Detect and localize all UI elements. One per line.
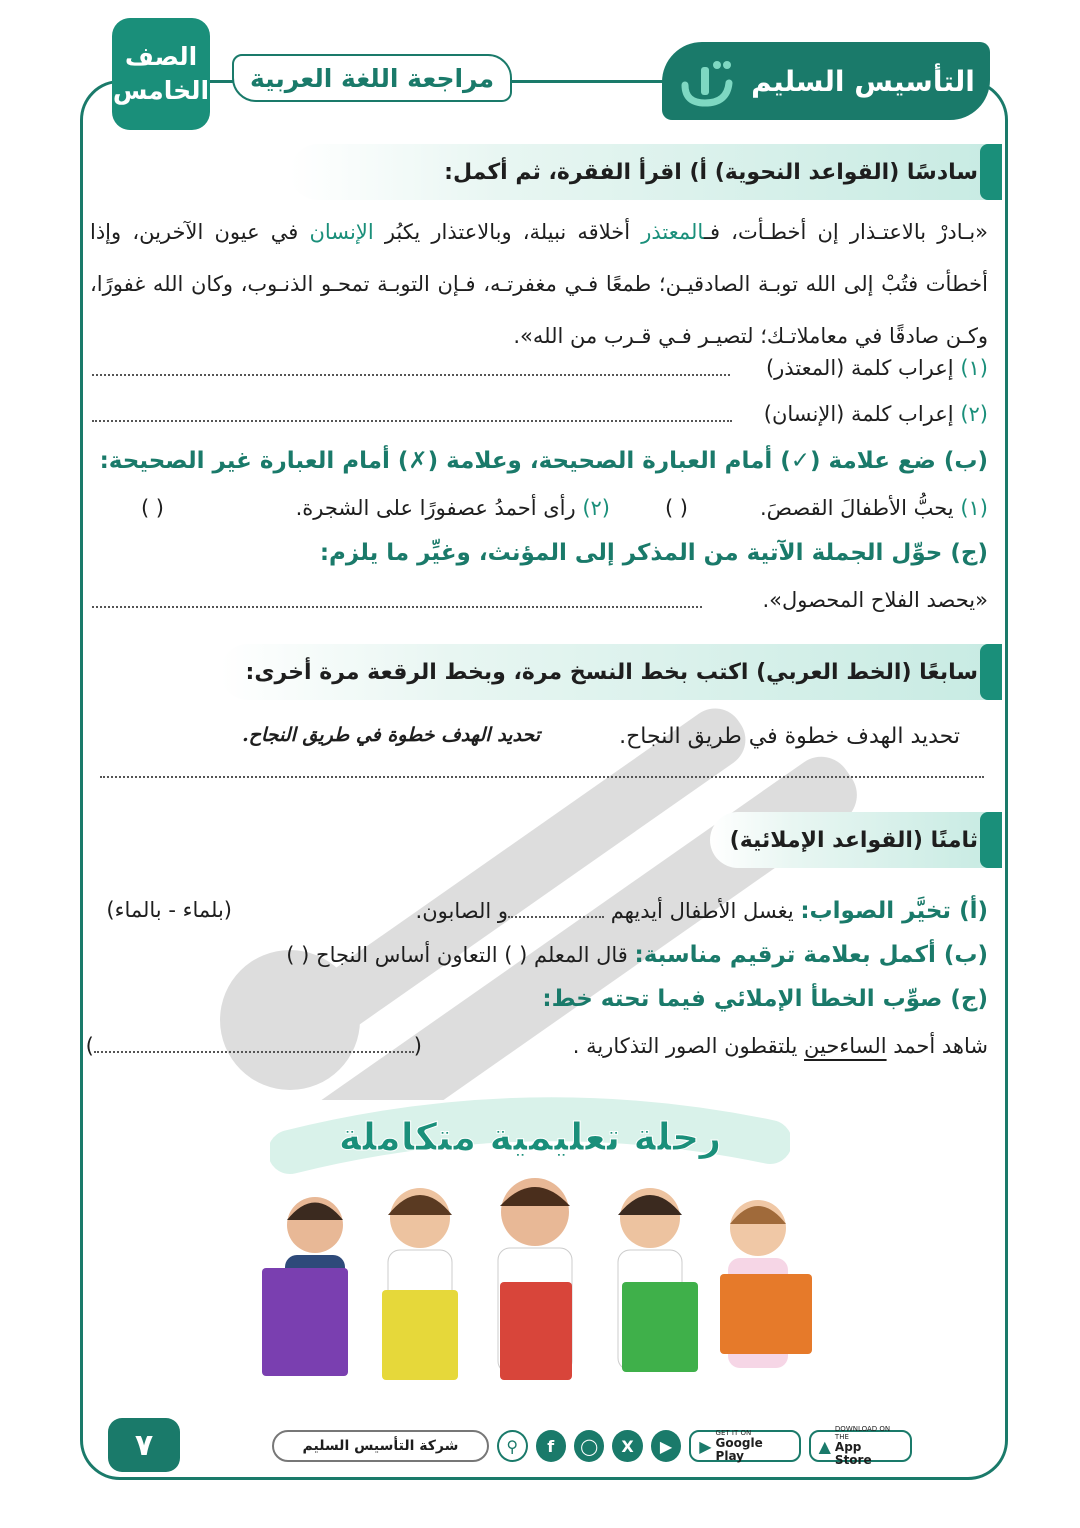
youtube-icon[interactable]: ▶ <box>651 1430 681 1462</box>
choose-item <box>416 898 988 924</box>
q2-number: (٢) <box>960 402 988 426</box>
paragraph-part: في عيون الآخرين، وإذا أخطأت فتُبْ إلى الله توبـة الصادقيـن؛ طمعًا فـي مغفرتـه، فـإن التوبـة تمحـو الذنـوب، وكان الله غفورًا، وكـن صادقًا في معاملاتـك؛ لتصيـر فـي قـرب من الله». <box>90 220 988 348</box>
reading-paragraph <box>90 206 988 362</box>
brand-logo <box>662 42 990 120</box>
tf2-number: (٢) <box>582 496 610 520</box>
spelling-wrong-word: الساءحين <box>804 1034 887 1058</box>
question-1 <box>766 356 988 380</box>
paragraph-part: أخلاقه نبيلة، وبالاعتذار يكبُر <box>373 220 642 244</box>
tf-answer-2[interactable]: ( ) <box>140 496 164 520</box>
grade-tab <box>112 18 210 130</box>
section6-title: سادسًا (القواعد النحوية) أ) اقرأ الفقرة، ثم أكمل: <box>444 159 978 185</box>
answer-line-convert[interactable] <box>92 606 702 608</box>
child-5 <box>720 1200 812 1368</box>
students-illustration <box>250 1170 820 1380</box>
grade-line2: الخامس <box>112 76 210 105</box>
footer-bar <box>272 1426 912 1466</box>
section8-title-bar <box>710 812 990 868</box>
subject-title: مراجعة اللغة العربية <box>232 54 512 102</box>
google-play-icon: ▶ <box>699 1436 712 1456</box>
banner-text: رحلة تعليمية متكاملة <box>338 1115 722 1159</box>
tf1-number: (١) <box>960 496 988 520</box>
punctuation-item <box>286 942 988 968</box>
section7-title: سابعًا (الخط العربي) اكتب بخط النسخ مرة، وبخط الرقعة مرة أخرى: <box>245 659 978 685</box>
spelling-post: يلتقطون الصور التذكارية . <box>572 1034 805 1058</box>
gp-label: Google Play <box>715 1436 763 1463</box>
gp-small: GET IT ON <box>715 1429 752 1437</box>
naskh-sample: تحديد الهدف خطوة في طريق النجاح. <box>619 724 960 749</box>
highlight-word-1: المعتذر <box>641 220 704 244</box>
as-label: App Store <box>834 1440 872 1467</box>
answer-line-q1[interactable] <box>92 374 730 376</box>
highlight-word-2: الإنسان <box>309 220 374 244</box>
answer-line-q2[interactable] <box>92 420 732 422</box>
child-3 <box>498 1178 572 1380</box>
section6-title-bar <box>290 144 990 200</box>
google-play-badge[interactable] <box>689 1430 800 1462</box>
x-icon[interactable]: X <box>612 1430 642 1462</box>
spelling-answer[interactable] <box>86 1034 422 1058</box>
grade-line1: الصف <box>124 42 198 71</box>
spelling-head: (ج) صوِّب الخطأ الإملائي فيما تحته خط: <box>542 986 988 1012</box>
tf-answer-1[interactable]: ( ) <box>664 496 688 520</box>
app-store-badge[interactable] <box>809 1425 912 1467</box>
spelling-blank[interactable] <box>94 1035 414 1053</box>
app-store-icon: ▲ <box>818 1436 831 1456</box>
choose-blank[interactable] <box>508 900 604 918</box>
as-small: DOWNLOAD ON THE <box>834 1425 891 1441</box>
tf-item-1 <box>760 496 988 520</box>
choose-options: (بلماء - بالماء) <box>106 898 232 922</box>
q1-text: إعراب كلمة (المعتذر) <box>765 356 954 380</box>
section6-c-head: (ج) حوِّل الجملة الآتية من المذكر إلى المؤنث، وغيِّر ما يلزم: <box>319 540 988 566</box>
brand-name: التأسيس السليم <box>751 64 975 98</box>
choose-head: (أ) تخيَّر الصواب: <box>800 898 988 924</box>
brand-mark-icon <box>677 55 741 107</box>
company-name[interactable]: شركة التأسيس السليم <box>272 1430 489 1462</box>
q1-number: (١) <box>960 356 988 380</box>
ruqaa-sample: تحديد الهدف خطوة في طريق النجاح. <box>242 724 540 746</box>
question-2 <box>764 402 988 426</box>
instagram-icon[interactable]: ◯ <box>574 1430 604 1462</box>
tf-item-2 <box>296 496 610 520</box>
punctuation-head: (ب) أكمل بعلامة ترقيم مناسبة: <box>634 942 988 968</box>
banner-title <box>270 1082 790 1182</box>
page-number: ٧ <box>108 1418 180 1472</box>
convert-sentence: «يحصد الفلاح المحصول». <box>762 588 988 612</box>
tf1-text: يحبُّ الأطفالَ القصصَ. <box>759 496 954 520</box>
spelling-pre: شاهد أحمد <box>886 1034 988 1058</box>
child-4 <box>618 1188 698 1372</box>
facebook-icon[interactable]: f <box>536 1430 566 1462</box>
section7-title-bar <box>220 644 990 700</box>
q2-text: إعراب كلمة (الإنسان) <box>763 402 954 426</box>
spelling-sentence <box>573 1034 988 1058</box>
tf2-text: رأى أحمدُ عصفورًا على الشجرة. <box>295 496 576 520</box>
punctuation-text[interactable]: قال المعلم ( ) التعاون أساس النجاح ( ) <box>286 943 628 967</box>
paren-left: ( <box>413 1034 422 1058</box>
section8-title: ثامنًا (القواعد الإملائية) <box>729 827 978 853</box>
choose-text-2: و الصابون. <box>415 899 508 923</box>
section6-b-head: (ب) ضع علامة (✓) أمام العبارة الصحيحة، وعلامة (✗) أمام العبارة غير الصحيحة: <box>99 448 988 474</box>
choose-text-1: يغسل الأطفال أيديهم <box>610 899 794 923</box>
child-2 <box>382 1188 458 1380</box>
child-1 <box>262 1197 348 1376</box>
paren-right: ) <box>85 1034 94 1058</box>
search-icon[interactable]: ⚲ <box>497 1430 528 1462</box>
answer-line-handwriting[interactable] <box>100 776 984 778</box>
paragraph-part: «بـادرْ بالاعتـذار إن أخطـأت، فـ <box>703 220 989 244</box>
